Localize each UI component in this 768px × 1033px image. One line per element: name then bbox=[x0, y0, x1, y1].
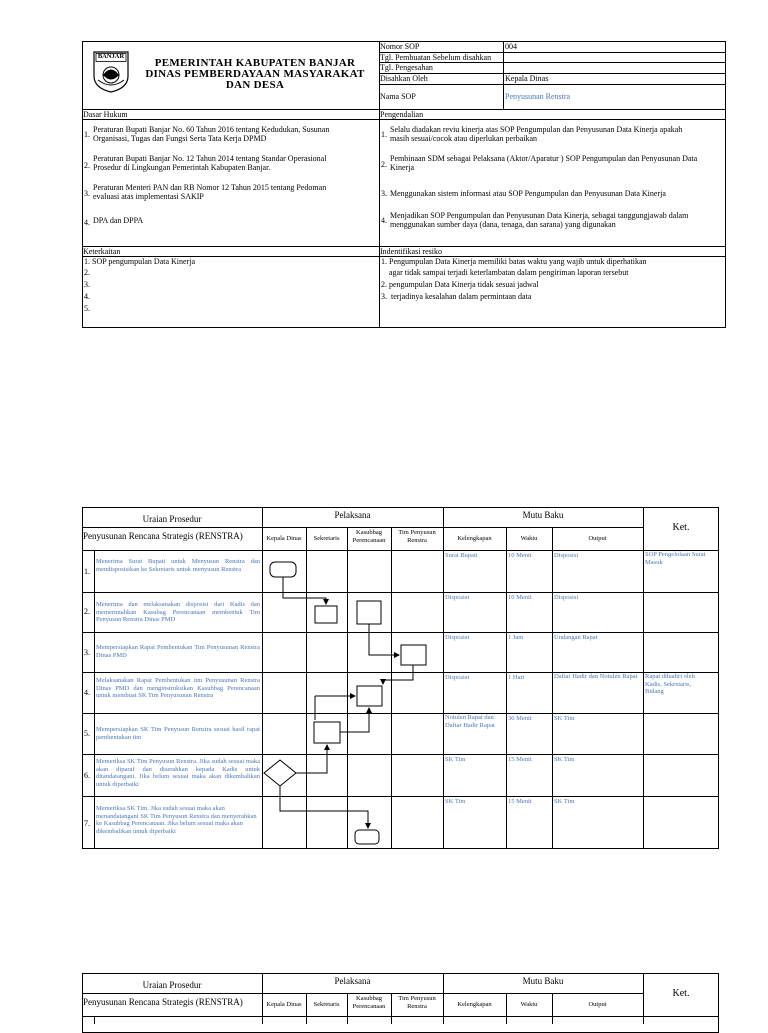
step-waktu: 1 Jam bbox=[508, 634, 524, 641]
meta-value-nama: Penyusunan Renstra bbox=[505, 92, 571, 101]
step-output: SK Tim bbox=[554, 715, 575, 722]
step-desc: Memeriksa SK Tim. Jika sudah sesuai maka akan menandatangani SK Tim Penyusun Renstra dan menyerahkan ke Kasubbag Perencanaan. Jika belum sesuai maka akan dikembalikan untuk diperbaiki bbox=[96, 805, 257, 835]
meta-label-pengesahan: Tgl. Pengesahan bbox=[380, 63, 433, 72]
hdr-kasubbag: Kasubbag Perencanaan bbox=[352, 529, 386, 544]
hdr-waktu-2: Waktu bbox=[520, 1001, 538, 1008]
keterkaitan-item-4: 4. bbox=[84, 292, 90, 301]
logo-text: BANJAR bbox=[97, 53, 125, 60]
process-box-2b bbox=[357, 601, 381, 624]
hdr-kelengkapan: Kelengkapan bbox=[457, 535, 492, 542]
step-waktu: 1 Hari bbox=[508, 674, 525, 681]
hdr-tim-2: Tim Penyusun Renstra bbox=[398, 995, 436, 1010]
step-desc: Menerima Surat Bupati untuk Menyusun Renstra dan mendisposisikan ke Sekretaris untuk menyusun Renstra bbox=[96, 558, 260, 573]
pengendalian-4-line-2: menggunakan sumber daya (dana, tenaga, dan sarana) yang digunakan bbox=[390, 220, 616, 229]
pengendalian-2-line-2: Kinerja bbox=[390, 163, 414, 172]
hdr-sekretaris-2: Sekretaris bbox=[313, 1001, 340, 1008]
step-num: 7. bbox=[84, 819, 90, 828]
risiko-title: Indentifikasi resiko bbox=[380, 247, 442, 256]
pengendalian-num-1: 1. bbox=[381, 130, 387, 139]
pengendalian-4-line-1: Menjadikan SOP Pengumpulan dan Penyusunan Data Kinerja, sebagai tanggungjawab dalam bbox=[390, 211, 689, 220]
step-desc: Menerima dan melaksanakan disposisi dari Kadis dan memerintahkan Kasubag Perencanaan membentuk Tim Penyusun Renstra Dinas PMD bbox=[96, 601, 260, 623]
flow-connector bbox=[383, 665, 413, 684]
hdr-kasubbag-2: Kasubbag Perencanaan bbox=[352, 995, 386, 1010]
dasar-hukum-title: Dasar Hukum bbox=[83, 110, 128, 119]
hdr-output-2: Output bbox=[588, 1001, 607, 1008]
hdr-kepala-2: Kepala Dinas bbox=[266, 1001, 302, 1008]
step-ket: SOP Pengelolaan Surat Masuk bbox=[645, 551, 706, 566]
dasar-hukum-num-3: 3. bbox=[84, 189, 90, 198]
dasar-hukum-2-line-2: Prosedur di Lingkungan Pemerintah Kabupaten Banjar. bbox=[93, 163, 271, 172]
step-desc: Melaksanakan Rapat Pembentukan tim Penyusunan Renstra Dinas PMD dan menginstruksikan Kasubbag Perencanaan untuk membuat SK Tim Penyusunan Renstra bbox=[96, 677, 260, 699]
hdr-kelengkapan-2: Kelengkapan bbox=[457, 1001, 492, 1008]
hdr-mutu: Mutu Baku bbox=[522, 510, 564, 520]
process-box-2 bbox=[315, 606, 337, 623]
step-waktu: 30 Menit bbox=[508, 715, 532, 722]
meta-label-pembuatan: Tgl. Pembuatan Sebelum disahkan bbox=[380, 53, 492, 62]
hdr-output: Output bbox=[588, 535, 607, 542]
end-terminator bbox=[355, 830, 379, 844]
meta-label-disahkan: Disahkan Oleh bbox=[380, 74, 428, 83]
dasar-hukum-3-line-2: evaluasi atas implementasi SAKIP bbox=[93, 192, 204, 201]
flow-connector bbox=[280, 786, 368, 828]
org-line-3: DAN DESA bbox=[225, 79, 285, 91]
step-output: SK Tim bbox=[554, 798, 575, 805]
start-terminator bbox=[270, 562, 296, 577]
step-kelengkapan: Disposisi bbox=[445, 634, 470, 641]
flow-connector bbox=[369, 624, 399, 655]
dasar-hukum-num-2: 2. bbox=[84, 161, 90, 170]
org-line-2: DINAS PEMBERDAYAAN MASYARAKAT bbox=[145, 68, 365, 80]
step-output: Disposisi bbox=[554, 552, 579, 559]
step-output: Daftar Hadir dan Notulen Rapat bbox=[554, 673, 638, 680]
step-output: SK Tim bbox=[554, 756, 575, 763]
dasar-hukum-1-line-1: Peraturan Bupati Banjar No. 60 Tahun 2016 tentang Kedudukan, Susunan bbox=[93, 125, 330, 134]
pengendalian-num-3: 3. bbox=[381, 189, 387, 198]
hdr-sop-name-2: Penyusunan Rencana Strategis (RENSTRA) bbox=[83, 997, 243, 1007]
pengendalian-num-4: 4. bbox=[381, 216, 387, 225]
dasar-hukum-2-line-1: Peraturan Bupati Banjar No. 12 Tahun 2014 tentang Standar Operasional bbox=[93, 154, 327, 163]
risiko-line-4: 3. terjadinya kesalahan dalam permintaan data bbox=[381, 292, 532, 301]
keterkaitan-item-5: 5. bbox=[84, 304, 90, 313]
dasar-hukum-num-4: 4. bbox=[84, 218, 90, 227]
step-ket: Rapat dihadiri oleh Kadis, Sekretaris, Bidang bbox=[645, 673, 695, 695]
step-kelengkapan: SK Tim bbox=[445, 798, 466, 805]
step-num: 1. bbox=[84, 567, 90, 576]
org-line-1: PEMERINTAH KABUPATEN BANJAR bbox=[154, 57, 356, 69]
decision-diamond bbox=[264, 760, 296, 786]
risiko-line-2: agar tidak sampai terjadi keterlambatan dalam pengiriman laporan tersebut bbox=[381, 268, 629, 277]
step-kelengkapan: Notulen Rapat dan Daftar Hadir Rapat bbox=[445, 714, 495, 729]
dasar-hukum-1-line-2: Organisasi, Tugas dan Fungsi Serta Tata Kerja DPMD bbox=[93, 134, 267, 143]
step-num: 5. bbox=[84, 729, 90, 738]
keterkaitan-title: Keterkaitan bbox=[83, 247, 121, 256]
dasar-hukum-num-1: 1. bbox=[84, 130, 90, 139]
step-waktu: 15 Menit bbox=[508, 798, 532, 805]
pengendalian-1-line-2: masih sesuai/cocok atau diperlukan perbaikan bbox=[390, 134, 538, 143]
hdr-sop-name: Penyusunan Rencana Strategis (RENSTRA) bbox=[83, 531, 243, 541]
pengendalian-1-line-1: Selalu diadakan reviu kinerja atas SOP Pengumpulan dan Penyusunan Data Kinerja apakah bbox=[390, 125, 683, 134]
hdr-uraian-2: Uraian Prosedur bbox=[142, 980, 202, 990]
meta-label-nomor: Nomor SOP bbox=[380, 42, 420, 51]
step-kelengkapan: Disposisi bbox=[445, 674, 470, 681]
keterkaitan-item-1: 1. SOP pengumpulan Data Kinerja bbox=[84, 257, 196, 266]
step-desc: Memeriksa SK Tim Penyusun Renstra. Jika sudah sesuai maka akan diparaf dan diserahkan kepada Kadis untuk ditandatangani. Jika belum sesuai maka akan dikembalikan untuk diperbaiki bbox=[96, 758, 260, 788]
hdr-mutu-2: Mutu Baku bbox=[522, 976, 564, 986]
process-box-5 bbox=[314, 722, 340, 743]
step-kelengkapan: Disposisi bbox=[445, 594, 470, 601]
dasar-hukum-3-line-1: Peraturan Menteri PAN dan RB Nomor 12 Tahun 2015 tentang Pedoman bbox=[93, 183, 327, 192]
pengendalian-num-2: 2. bbox=[381, 160, 387, 169]
pengendalian-3-line-1: Menggunakan sistem informasi atau SOP Pengumpulan dan Penyusunan Data Kinerja bbox=[390, 189, 666, 198]
hdr-uraian: Uraian Prosedur bbox=[142, 514, 202, 524]
hdr-pelaksana: Pelaksana bbox=[334, 510, 371, 520]
hdr-kepala: Kepala Dinas bbox=[266, 535, 302, 542]
step-output: Disposisi bbox=[554, 594, 579, 601]
hdr-tim: Tim Penyusun Renstra bbox=[398, 529, 436, 544]
step-waktu: 15 Menit bbox=[508, 756, 532, 763]
step-desc: Mempersiapkan SK Tim Penyusun Renstra sesuai hasil rapat pembentukan tim bbox=[96, 726, 260, 741]
step-kelengkapan: SK Tim bbox=[445, 756, 466, 763]
step-waktu: 10 Menit bbox=[508, 594, 532, 601]
flow-connector bbox=[340, 708, 369, 732]
step-output: Undangan Rapat bbox=[554, 634, 598, 641]
hdr-pelaksana-2: Pelaksana bbox=[334, 976, 371, 986]
step-num: 4. bbox=[84, 688, 90, 697]
step-num: 2. bbox=[84, 607, 90, 616]
risiko-line-3: 2. pengumpulan Data Kinerja tidak sesuai jadwal bbox=[381, 280, 539, 289]
pengendalian-2-line-1: Pembinaan SDM sebagai Pelaksana (Aktor/Aparatur ) SOP Pengumpulan dan Penyusunan Data bbox=[390, 154, 698, 163]
meta-label-nama: Nama SOP bbox=[380, 92, 416, 101]
step-desc: Mempersiapkan Rapat Pembentukan Tim Penyusunan Renstra Dinas PMD bbox=[96, 644, 260, 659]
keterkaitan-item-2: 2. bbox=[84, 268, 90, 277]
dasar-hukum-4-line-1: DPA dan DPPA bbox=[93, 216, 144, 225]
hdr-waktu: Waktu bbox=[520, 535, 538, 542]
keterkaitan-item-3: 3. bbox=[84, 280, 90, 289]
hdr-ket: Ket. bbox=[672, 522, 690, 533]
pengendalian-title: Pengendalian bbox=[380, 110, 424, 119]
step-waktu: 10 Menit bbox=[508, 552, 532, 559]
flow-connector bbox=[296, 745, 327, 773]
hdr-ket-2: Ket. bbox=[672, 988, 690, 999]
step-num: 6. bbox=[84, 771, 90, 780]
risiko-line-1: 1. Pengumpulan Data Kinerja memiliki batas waktu yang wajib untuk diperhatikan bbox=[381, 257, 647, 266]
step-num: 3. bbox=[84, 648, 90, 657]
meta-value-nomor: 004 bbox=[505, 42, 517, 51]
hdr-sekretaris: Sekretaris bbox=[313, 535, 340, 542]
step-kelengkapan: Surat Bupati bbox=[445, 552, 478, 559]
process-box-4 bbox=[357, 686, 382, 706]
meta-value-disahkan: Kepala Dinas bbox=[505, 74, 549, 83]
process-box-3 bbox=[401, 645, 426, 665]
flow-connector bbox=[283, 577, 326, 604]
